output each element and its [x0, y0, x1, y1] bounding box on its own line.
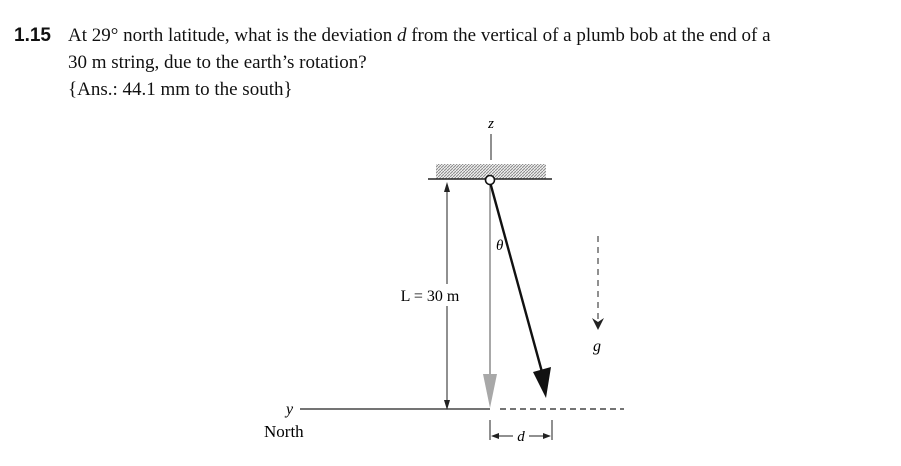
deviation-arrow-right [543, 433, 551, 439]
deviation-label: d [517, 429, 525, 445]
plumb-string [490, 182, 542, 372]
deviation-arrow-left [491, 433, 499, 439]
gravity-arrowhead [592, 318, 604, 330]
problem-line-2: 30 m string, due to the earth’s rotation? [68, 52, 367, 73]
problem-text-part-1: At 29° north latitude, what is the deviation [68, 25, 393, 46]
theta-label: θ [496, 238, 504, 254]
north-label: North [264, 422, 304, 441]
plumb-bob-arrow [533, 367, 551, 398]
problem-number: 1.15 [14, 25, 51, 46]
pivot-point [486, 176, 495, 185]
z-axis-label: z [488, 116, 494, 132]
gravity-label: g [593, 338, 601, 355]
problem-text-part-2: from the vertical of a plumb bob at the end of a [411, 25, 771, 46]
vertical-reference-arrow [483, 374, 497, 408]
length-label: L = 30 m [400, 288, 460, 305]
answer-text: {Ans.: 44.1 mm to the south} [68, 79, 293, 100]
length-arrow-top [444, 182, 450, 192]
y-axis-label: y [286, 401, 294, 418]
deviation-variable: d [396, 25, 407, 46]
